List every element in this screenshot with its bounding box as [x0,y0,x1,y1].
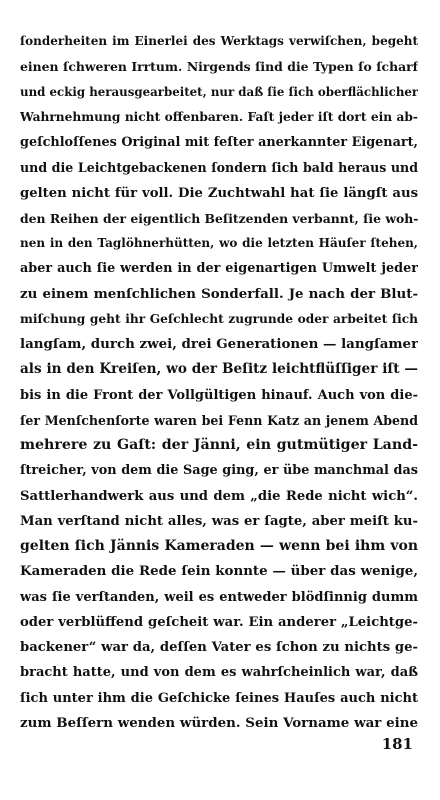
text-line: Kameraden die Rede ſein konnte — über das wenige, [20,563,418,580]
text-line: zum Beſſern wenden würden. Sein Vorname war eine [20,714,418,731]
text-line: den Reihen der eigentlich Beſitzenden verbannt, ſie woh- [20,210,418,226]
text-line: geſchloſſenes Original mit feſter anerkannter Eigenart, [20,135,418,150]
text-line: und eckig herausgearbeitet, nur daß ſie ſich oberflächlicher [20,84,418,99]
text-line: ſtreicher, von dem die Sage ging, er übe manchmal das [20,463,418,479]
text-line: und die Leichtgebackenen ſondern ſich bald heraus und [20,160,418,176]
text-line: aber auch ſie werden in der eigenartigen Umwelt jeder [20,261,418,277]
page-number: 181 [381,735,413,753]
text-line: gelten nicht für voll. Die Zuchtwahl hat ſie längſt aus [20,185,418,201]
text-line: oder verblüffend geſcheit war. Ein anderer „Leichtge- [20,614,418,630]
text-line: ſonderheiten im Einerlei des Werktags verwiſchen, begeht [20,34,418,48]
text-line: ſich unter ihm die Geſchicke ſeines Hauſes auch nicht [20,690,418,706]
text-line: nen in den Taglöhnerhütten, wo die letzten Häuſer ſtehen, [20,236,418,250]
text-line: bis in die Front der Vollgültigen hinauf. Auch von die- [20,387,418,403]
text-line: als in den Kreiſen, wo der Beſitz leichtflüſſiger iſt — [20,361,418,378]
text-line: Man verſtand nicht alles, was er ſagte, aber meiſt ku- [20,513,418,529]
text-line: bracht hatte, und von dem es wahrſcheinlich war, daß [20,665,418,681]
text-line: ſer Menſchenſorte waren bei Fenn Katz an jenem Abend [20,412,418,428]
text-line: Sattlerhandwerk aus und dem „die Rede nicht wich“. [20,488,418,504]
text-line: was ſie verſtanden, weil es entweder blödſinnig dumm [20,589,418,605]
text-line: gelten ſich Jännis Kameraden — wenn bei ihm von [20,538,418,554]
text-line: mehrere zu Gaſt: der Jänni, ein gutmütiger Land- [20,437,418,453]
text-line: langſam, durch zwei, drei Generationen — langſamer [20,336,418,352]
text-line: zu einem menſchlichen Sonderfall. Je nach der Blut- [20,285,418,302]
text-line: einen ſchweren Irrtum. Nirgends ſind die Typen ſo ſcharf [20,59,418,75]
text-line: Wahrnehmung nicht offenbaren. Faſt jeder iſt dort ein ab- [20,109,418,124]
text-line: backener“ war da, deſſen Vater es ſchon zu nichts ge- [20,640,418,655]
body-text [20,29,418,736]
text-line: miſchung geht ihr Geſchlecht zugrunde oder arbeitet ſich [20,311,418,326]
